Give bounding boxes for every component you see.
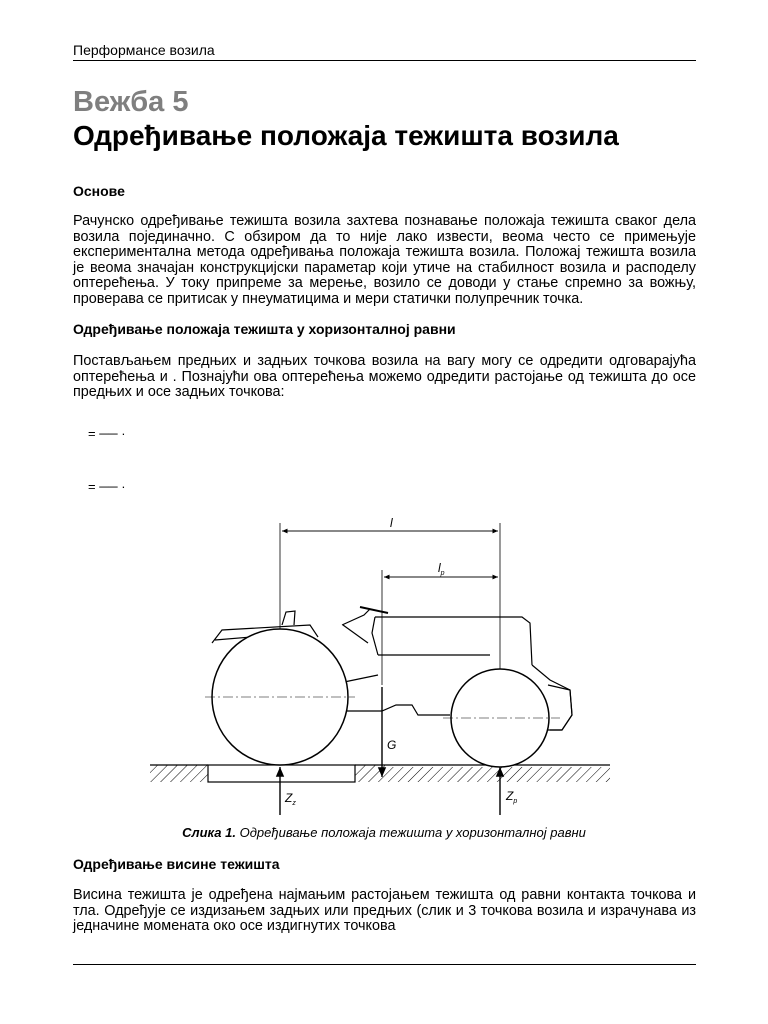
dimension-lp bbox=[384, 561, 498, 577]
label-lp-sub: p bbox=[440, 570, 445, 577]
header-rule bbox=[73, 60, 696, 61]
paragraph-horizontal: Постављањем предњих и задњих точкова возила на вагу могу се одредити одговарајућа оптерећења и . Познајући ова оптерећења можемо одредити растојање од тежишта до осе предњих и осе задњих точкова: bbox=[73, 353, 696, 400]
label-G: G bbox=[387, 738, 397, 752]
label-Zz: Z bbox=[285, 791, 293, 805]
tractor-figure bbox=[150, 515, 610, 815]
ground-hatching bbox=[150, 765, 610, 782]
equation-2: = ── · bbox=[88, 479, 126, 494]
svg-text:Zz bbox=[284, 791, 296, 807]
force-G bbox=[382, 687, 396, 777]
paragraph-height: Висина тежишта је одређена најмањим растојањем тежишта од равни контакта точкова и тла. Одређује се издизањем задњих или предњих (слик и 3 точкова возила и израчунава из једначине момената око осе издигнутих точкова bbox=[73, 887, 696, 934]
page-title: Одређивање положаја тежишта возила bbox=[73, 120, 619, 151]
running-header: Перформансе возила bbox=[73, 42, 215, 58]
section-heading-horizontal: Одређивање положаја тежишта у хоризонталној равни bbox=[73, 321, 456, 337]
front-wheel bbox=[443, 669, 560, 767]
rear-wheel bbox=[205, 629, 355, 765]
svg-text:lp bbox=[438, 561, 445, 577]
label-Zz-sub: z bbox=[292, 800, 296, 807]
label-Zp-sub: p bbox=[513, 798, 518, 805]
exercise-number: Вежба 5 bbox=[73, 86, 189, 118]
caption-text: Одређивање положаја тежишта у хоризонталној равни bbox=[235, 825, 586, 840]
svg-text:Zp bbox=[505, 789, 517, 805]
section-heading-height: Одређивање висине тежишта bbox=[73, 856, 280, 872]
force-Zz bbox=[280, 767, 296, 815]
label-Zp: Z bbox=[506, 789, 514, 803]
section-heading-basics: Основе bbox=[73, 183, 125, 199]
label-l: l bbox=[390, 516, 393, 530]
equation-1: = ── · bbox=[88, 426, 126, 441]
caption-label: Слика 1. bbox=[182, 825, 236, 840]
scale-platform bbox=[208, 765, 355, 782]
dimension-l bbox=[282, 516, 498, 531]
figure-caption bbox=[0, 825, 768, 840]
footer-rule bbox=[73, 964, 696, 965]
label-lp: l bbox=[438, 561, 441, 575]
paragraph-basics: Рачунско одређивање тежишта возила захтева познавање положаја тежишта сваког дела возила појединачно. С обзиром да то није лако извести, веома често се примењује експериментална метода одређивања положаја тежишта возила. Положај тежишта возила је веома значајан конструкцијски параметар који утиче на стабилност возила и расподелу оптерећења. У току припреме за мерење, возило се доводи у стање спремно за вожњу, проверава се притисак у пнеуматицима и мери статички полупречник точка. bbox=[73, 213, 696, 307]
